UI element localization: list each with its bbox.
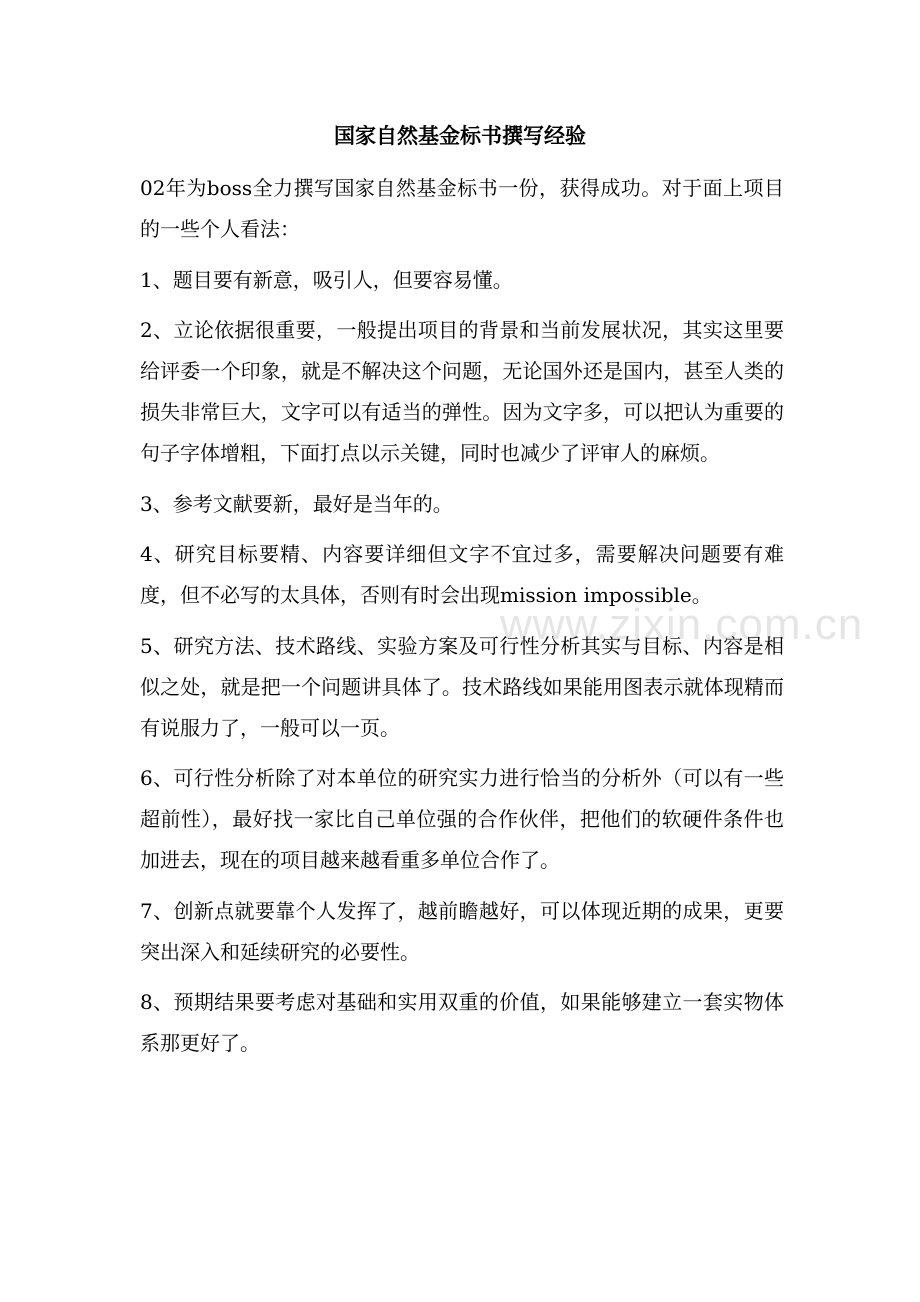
document-body [140, 168, 784, 1074]
point-7-paragraph: 7、创新点就要靠个人发挥了，越前瞻越好，可以体现近期的成果，更要突出深入和延续研究的必要性。 [140, 898, 784, 964]
point-8-paragraph: 8、预期结果要考虑对基础和实用双重的价值，如果能够建立一套实物体系那更好了。 [140, 990, 784, 1056]
point-1-paragraph: 1、题目要有新意，吸引人，但要容易懂。 [140, 267, 513, 292]
point-4-paragraph: 4、研究目标要精、内容要详细但文字不宜过多，需要解决问题要有难度，但不必写的太具体，否则有时会出现mission impossible。 [140, 542, 784, 608]
watermark-text: www.zixin.com.cn [500, 600, 864, 649]
point-5-paragraph: 5、研究方法、技术路线、实验方案及可行性分析其实与目标、内容是相似之处，就是把一个问题讲具体了。技术路线如果能用图表示就体现精而有说服力了，一般可以一页。 [140, 633, 784, 740]
point-6-paragraph: 6、可行性分析除了对本单位的研究实力进行恰当的分析外（可以有一些超前性），最好找一家比自己单位强的合作伙伴，把他们的软硬件条件也加进去，现在的项目越来越看重多单位合作了。 [140, 766, 784, 872]
intro-paragraph: 02年为boss全力撰写国家自然基金标书一份，获得成功。对于面上项目的一些个人看法： [140, 176, 784, 241]
point-2-paragraph: 2、立论依据很重要，一般提出项目的背景和当前发展状况，其实这里要给评委一个印象，就是不解决这个问题，无论国外还是国内，甚至人类的损失非常巨大，文字可以有适当的弹性。因为文字多，可以把认为重要的句子字体增粗，下面打点以示关键，同时也减少了评审人的麻烦。 [140, 318, 784, 465]
point-3-paragraph: 3、参考文献要新，最好是当年的。 [140, 491, 453, 516]
document-title: 国家自然基金标书撰写经验 [334, 123, 586, 148]
